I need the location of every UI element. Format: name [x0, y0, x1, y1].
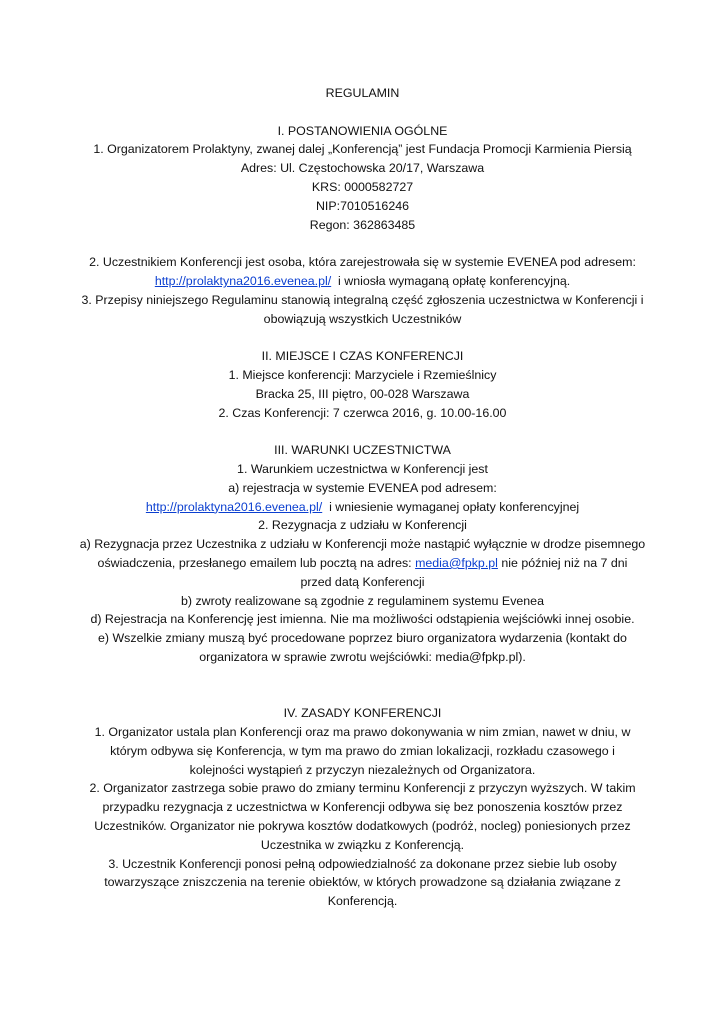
section-3-line-2: a) rejestracja w systemie EVENEA pod adresem: [228, 480, 497, 495]
section-1-address: Adres: Ul. Częstochowska 20/17, Warszawa [240, 161, 485, 176]
section-3-line-6-head: oświadczenia, przesłanego emailem lub pocztą na adres: [97, 555, 416, 570]
section-4-line-6: Uczestników. Organizator nie pokrywa kosztów dodatkowych (podróż, nocleg) poniesionych przez [94, 819, 631, 834]
media-email-link[interactable]: media@fpkp.pl [415, 555, 498, 570]
section-4-line-3: kolejności wystąpień z przyczyn niezależnych od Organizatora. [189, 762, 536, 777]
section-1-point-2-line-2 [60, 272, 665, 291]
section-3-line-4: 2. Rezygnacja z udziału w Konferencji [258, 518, 467, 533]
section-2-line-1: 1. Miejsce konferencji: Marzyciele i Rzemieślnicy [228, 367, 497, 382]
section-4-line-9: towarzyszące zniszczenia na terenie obiektów, w których prowadzone są działania związane z [104, 875, 621, 890]
section-3-line-3-tail: i wniesienie wymaganej opłaty konferencyjnej [322, 499, 580, 514]
section-3-line-9: d) Rejestracja na Konferencję jest imienna. Nie ma możliwości odstąpienia wejściówki innej osobie. [90, 612, 635, 627]
section-3-line-11: organizatora w sprawie zwrotu wejściówki: media@fpkp.pl). [199, 649, 526, 664]
section-2-line-2: Bracka 25, III piętro, 00-028 Warszawa [255, 386, 470, 401]
section-1-regon: Regon: 362863485 [309, 217, 416, 232]
section-3-line-8: b) zwroty realizowane są zgodnie z regulaminem systemu Evenea [181, 593, 544, 608]
section-3-line-5: a) Rezygnacja przez Uczestnika z udziału w Konferencji może nastąpić wyłącznie w drodze pisemnego [79, 537, 646, 552]
section-4-line-5: przypadku rezygnacja z uczestnictwa w Konferencji odbywa się bez ponoszenia kosztów przez [102, 800, 623, 815]
section-1-krs: KRS: 0000582727 [311, 179, 414, 194]
section-3-line-7: przed datą Konferencji [300, 574, 425, 589]
section-4-line-8: 3. Uczestnik Konferencji ponosi pełną odpowiedzialność za dokonane przez siebie lub osoby [108, 856, 617, 871]
section-3-heading: III. WARUNKI UCZESTNICTWA [274, 443, 451, 458]
section-1-nip: NIP:7010516246 [315, 198, 409, 213]
section-1-point-3-line-2: obowiązują wszystkich Uczestników [263, 311, 462, 326]
section-3-line-3 [60, 498, 665, 517]
section-4-line-7: Uczestnika w związku z Konferencją. [260, 837, 465, 852]
evenea-registration-link[interactable]: http://prolaktyna2016.evenea.pl/ [154, 273, 332, 288]
section-4-line-1: 1. Organizator ustala plan Konferencji oraz ma prawo dokonywania w nim zmian, nawet w dniu, w [94, 725, 631, 740]
section-1-point-3-line-1: 3. Przepisy niniejszego Regulaminu stanowią integralną część zgłoszenia uczestnictwa w Konferencji i [81, 292, 644, 307]
section-1-point-2-tail: i wniosła wymaganą opłatę konferencyjną. [331, 273, 571, 288]
section-4-line-2: którym odbywa się Konferencja, w tym ma prawo do zmian lokalizacji, rozkładu czasowego i [110, 743, 615, 758]
section-4-line-4: 2. Organizator zastrzega sobie prawo do zmiany terminu Konferencji z przyczyn wyższych. W takim [89, 781, 636, 796]
section-2-line-3: 2. Czas Konferencji: 7 czerwca 2016, g. 10.00-16.00 [218, 405, 507, 420]
section-4-line-10: Konferencją. [327, 894, 398, 909]
section-3-line-6 [60, 554, 665, 573]
section-1-line-1: 1. Organizatorem Prolaktyny, zwanej dalej „Konferencją” jest Fundacja Promocji Karmienia Piersią [93, 142, 632, 157]
section-3-line-10: e) Wszelkie zmiany muszą być procedowane poprzez biuro organizatora wydarzenia (kontakt do [98, 631, 627, 646]
section-3-line-1: 1. Warunkiem uczestnictwa w Konferencji jest [237, 461, 488, 476]
section-2-heading: II. MIEJSCE I CZAS KONFERENCJI [261, 349, 464, 364]
section-1-point-2-line-1: 2. Uczestnikiem Konferencji jest osoba, która zarejestrowała się w systemie EVENEA pod adresem: [89, 255, 636, 270]
section-1-heading: I. POSTANOWIENIA OGÓLNE [277, 123, 448, 138]
section-4-heading: IV. ZASADY KONFERENCJI [283, 706, 442, 721]
document-title: REGULAMIN [325, 86, 400, 100]
evenea-registration-link-2[interactable]: http://prolaktyna2016.evenea.pl/ [145, 499, 323, 514]
section-3-line-6-tail: nie później niż na 7 dni [497, 555, 628, 570]
regulation-document [60, 84, 665, 911]
